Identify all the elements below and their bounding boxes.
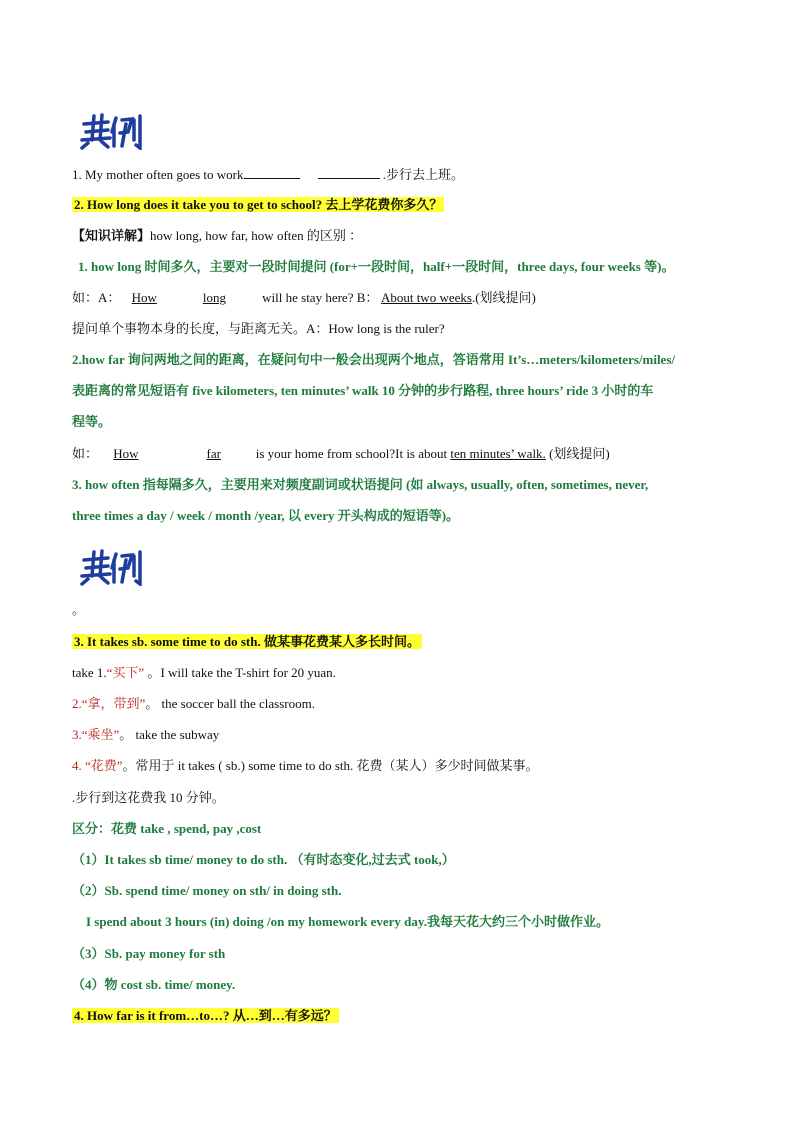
typical-example-logo xyxy=(78,546,158,586)
take-meaning-3: 3.“乘坐”。 take the subway xyxy=(72,727,220,742)
point-how-often-1: 3. how often 指每隔多久，主要用来对频度副词或状语提问 (如 always, usually, often, sometimes, never, xyxy=(72,477,649,492)
walk-10-minutes: .步行到这花费我 10 分钟。 xyxy=(72,790,225,805)
example-1-text: 1. My mother often goes to work xyxy=(72,167,244,182)
take-meaning-2: 2.“拿，带到”。 the soccer ball the classroom. xyxy=(72,696,315,711)
logo-text: 典例 xyxy=(78,546,80,547)
blank-1[interactable] xyxy=(244,164,300,179)
distinguish-heading: 区分：花费 take , spend, pay ,cost xyxy=(72,821,262,836)
point-how-long: 1. how long 时间多久，主要对一段时间提问 (for+一段时间，half+一段时间，three days, four weeks 等)。 xyxy=(78,259,675,274)
point-how-far-3: 程等。 xyxy=(72,414,112,429)
underlined-answer: ten minutes’ walk. xyxy=(450,446,546,461)
blank-2[interactable] xyxy=(318,164,380,179)
logo-text: 典例 xyxy=(78,110,80,111)
example-how-long: 如：A： How long will he stay here? B： About two weeks.(划线提问) xyxy=(72,288,536,308)
distinguish-take: （1）It takes sb time/ money to do sth. （有时态变化,过去式 took,） xyxy=(72,852,455,867)
underlined-long: long xyxy=(202,290,227,305)
underlined-answer: About two weeks xyxy=(380,290,472,305)
underlined-how: How xyxy=(113,446,139,461)
typical-example-logo xyxy=(78,110,158,150)
example-1 xyxy=(72,164,464,185)
heading-3: 3. It takes sb. some time to do sth. 做某事花费某人多长时间。 xyxy=(74,634,420,649)
spend-example: I spend about 3 hours (in) doing /on my homework every day.我每天花大约三个小时做作业。 xyxy=(86,914,609,929)
example-1-cn: .步行去上班。 xyxy=(382,167,465,182)
example-how-far: 如： How far is your home from school?It is about ten minutes’ walk. (划线提问) xyxy=(72,444,610,464)
point-how-often-2: three times a day / week / month /year, 以 every 开头构成的短语等)。 xyxy=(72,508,460,523)
distinguish-pay: （3）Sb. pay money for sth xyxy=(72,946,226,961)
underlined-how: How xyxy=(131,290,157,305)
stray-period: 。 xyxy=(72,602,86,617)
distinguish-cost: （4）物 cost sb. time/ money. xyxy=(72,977,236,992)
knowledge-heading: 【知识详解】how long, how far, how often 的区别 ： xyxy=(72,228,363,243)
distinguish-spend: （2）Sb. spend time/ money on sth/ in doing sth. xyxy=(72,883,342,898)
question-2: 2. How long does it take you to get to school? 去上学花费你多久？ xyxy=(74,197,443,212)
point-how-far-2: 表距离的常见短语有 five kilometers, ten minutes’ walk 10 分钟的步行路程, three hours’ ride 3 小时的车 xyxy=(72,383,654,398)
ruler-note: 提问单个事物本身的长度，与距离无关。A：How long is the ruler? xyxy=(72,321,445,336)
point-how-far-1: 2.how far 询问两地之间的距离，在疑问句中一般会出现两个地点，答语常用 It’s…meters/kilometers/miles/ xyxy=(72,352,676,367)
heading-4: 4. How far is it from…to…? 从…到…有多远？ xyxy=(74,1008,337,1023)
underlined-far: far xyxy=(206,446,221,461)
take-meaning-4: 4. “花费”。常用于 it takes ( sb.) some time to do sth. 花费（某人）多少时间做某事。 xyxy=(72,758,539,773)
take-meaning-1: take 1.“买下” 。I will take the T-shirt for 20 yuan. xyxy=(72,665,336,680)
